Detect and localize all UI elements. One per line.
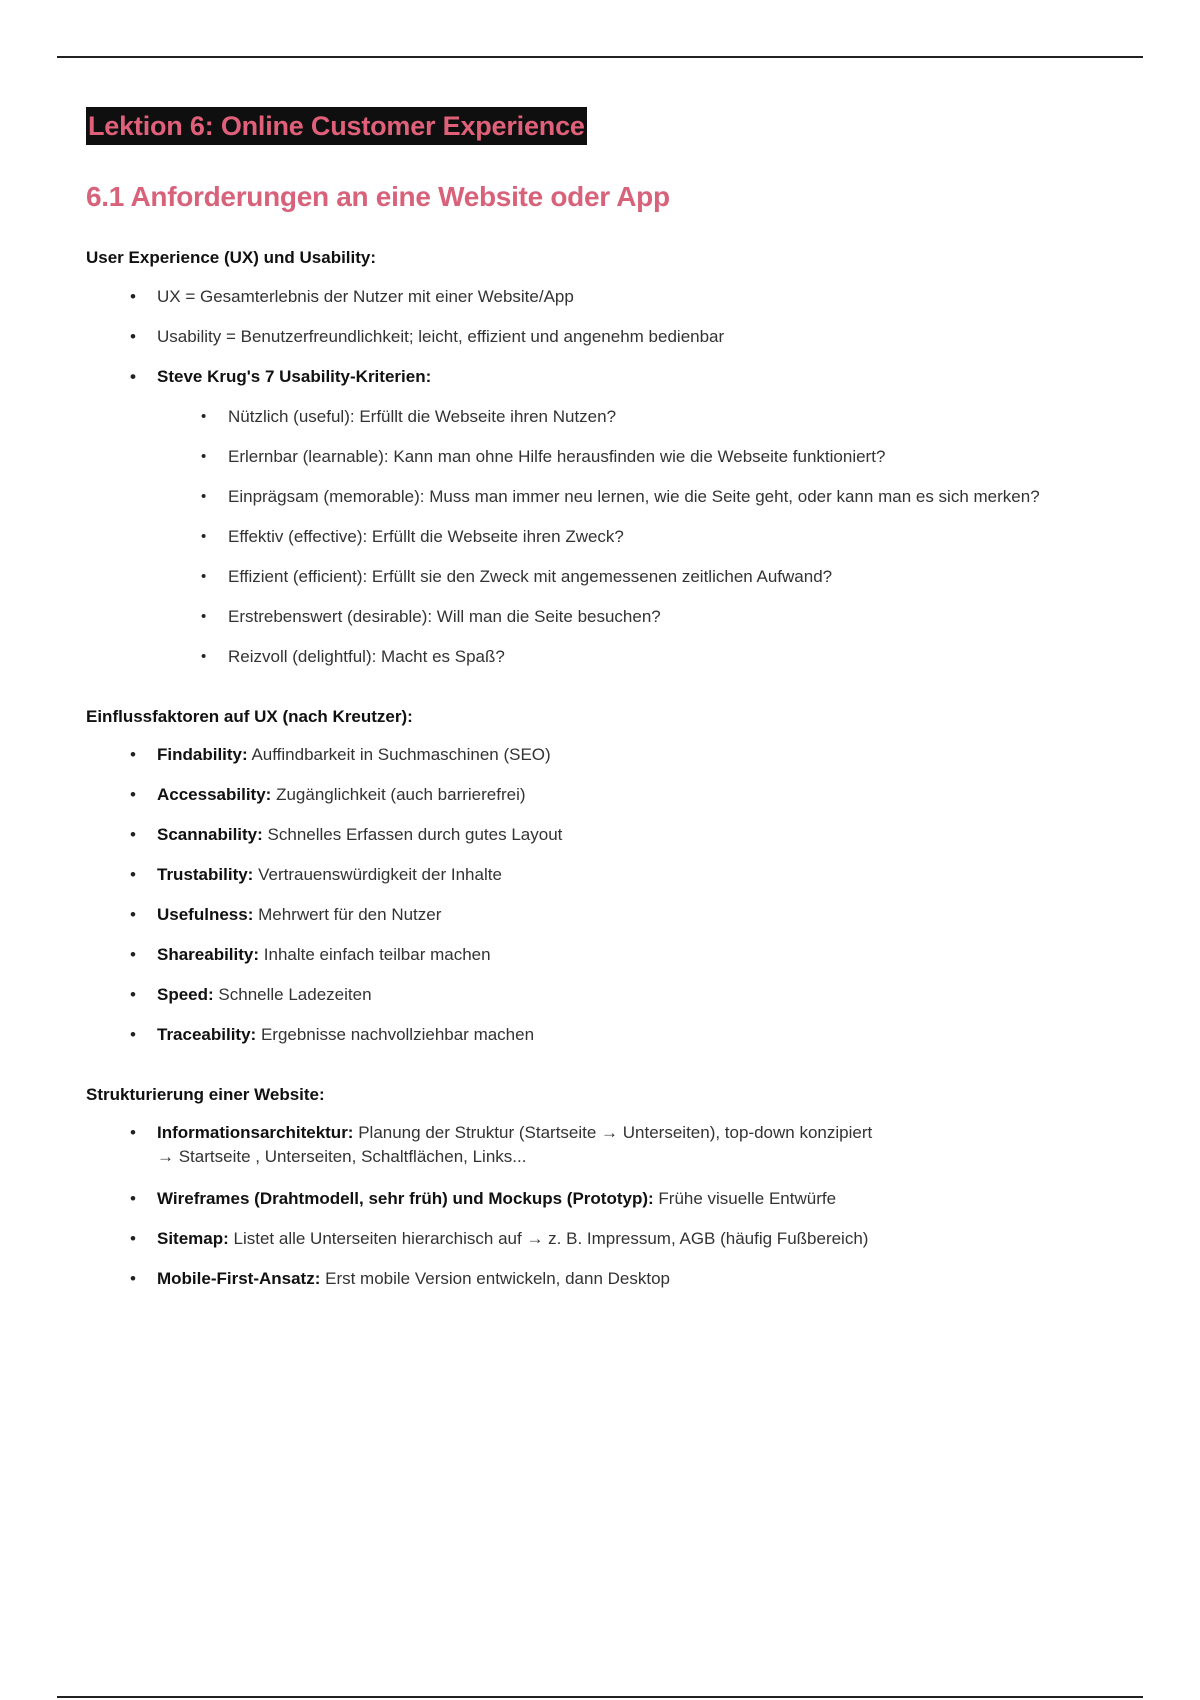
list-item: • Shareability: Inhalte einfach teilbar machen [157, 943, 1117, 983]
structure-list [130, 1121, 1117, 1307]
lesson-title: Lektion 6: Online Customer Experience [86, 107, 587, 145]
list-item: • Usability = Benutzerfreundlichkeit; leicht, effizient und angenehm bedienbar [157, 325, 1117, 365]
list-item: • Traceability: Ergebnisse nachvollziehbar machen [157, 1023, 1117, 1063]
bullet-icon: • [130, 1025, 136, 1044]
bullet-icon: • [130, 945, 136, 964]
bullet-icon: • [201, 528, 207, 545]
bullet-icon: • [130, 865, 136, 884]
ux-list [130, 285, 1117, 405]
krug-heading: Steve Krug's 7 Usability-Kriterien: [157, 367, 432, 386]
list-item: • Speed: Schnelle Ladezeiten [157, 983, 1117, 1023]
list-item: • Findability: Auffindbarkeit in Suchmaschinen (SEO) [157, 743, 1117, 783]
list-item: • Usefulness: Mehrwert für den Nutzer [157, 903, 1117, 943]
bullet-icon: • [130, 785, 136, 804]
bullet-icon: • [201, 408, 207, 425]
list-item: • Effizient (efficient): Erfüllt sie den Zweck mit angemessenen zeitlichen Aufwand? [228, 565, 1178, 605]
bullet-icon: • [130, 327, 136, 346]
bullet-icon: • [130, 905, 136, 924]
bullet-icon: • [130, 367, 136, 386]
list-item: • Accessability: Zugänglichkeit (auch barrierefrei) [157, 783, 1117, 823]
bullet-icon: • [130, 1229, 136, 1248]
list-item: • Trustability: Vertrauenswürdigkeit der Inhalte [157, 863, 1117, 903]
list-item: • Informationsarchitektur: Planung der Struktur (Startseite → Unterseiten), top-down konzipiert → Startseite , Unterseiten, Schaltflächen, Links... [157, 1121, 1117, 1187]
list-item: • Erlernbar (learnable): Kann man ohne Hilfe herausfinden wie die Webseite funktioniert? [228, 445, 1178, 485]
bullet-icon: • [130, 985, 136, 1004]
list-item: • UX = Gesamterlebnis der Nutzer mit einer Website/App [157, 285, 1117, 325]
list-item: • Reizvoll (delightful): Macht es Spaß? [228, 645, 1178, 685]
list-item: • Mobile-First-Ansatz: Erst mobile Version entwickeln, dann Desktop [157, 1267, 1117, 1307]
factors-heading: Einflussfaktoren auf UX (nach Kreutzer): [86, 707, 413, 726]
ux-heading: User Experience (UX) und Usability: [86, 248, 377, 267]
list-item-subline: → Startseite , Unterseiten, Schaltflächen, Links... [157, 1147, 527, 1166]
bullet-icon: • [201, 448, 207, 465]
list-item [130, 365, 1117, 405]
bullet-icon: • [201, 568, 207, 585]
section-title: 6.1 Anforderungen an eine Website oder App [86, 181, 670, 212]
bullet-icon: • [130, 745, 136, 764]
list-item: • Einprägsam (memorable): Muss man immer neu lernen, wie die Seite geht, oder kann man es sich merken? [228, 485, 1178, 525]
list-item: • Sitemap: Listet alle Unterseiten hierarchisch auf → z. B. Impressum, AGB (häufig Fußbereich) [157, 1227, 1117, 1267]
bullet-icon: • [201, 648, 207, 665]
bullet-icon: • [130, 1189, 136, 1208]
bullet-icon: • [130, 1269, 136, 1288]
bottom-rule [57, 1696, 1143, 1698]
list-item: • Erstrebenswert (desirable): Will man die Seite besuchen? [228, 605, 1178, 645]
list-item: • Wireframes (Drahtmodell, sehr früh) und Mockups (Prototyp): Frühe visuelle Entwürfe [157, 1187, 1117, 1227]
bullet-icon: • [201, 488, 207, 505]
structure-heading: Strukturierung einer Website: [86, 1085, 325, 1104]
bullet-icon: • [130, 825, 136, 844]
bullet-icon: • [130, 1123, 136, 1142]
bullet-icon: • [130, 287, 136, 306]
list-item: • Effektiv (effective): Erfüllt die Webseite ihren Zweck? [228, 525, 1178, 565]
list-item: • Scannability: Schnelles Erfassen durch gutes Layout [157, 823, 1117, 863]
krug-list [201, 405, 1178, 685]
factors-list [130, 743, 1117, 1063]
top-rule [57, 56, 1143, 58]
list-item: • Nützlich (useful): Erfüllt die Webseite ihren Nutzen? [228, 405, 1178, 445]
bullet-icon: • [201, 608, 207, 625]
